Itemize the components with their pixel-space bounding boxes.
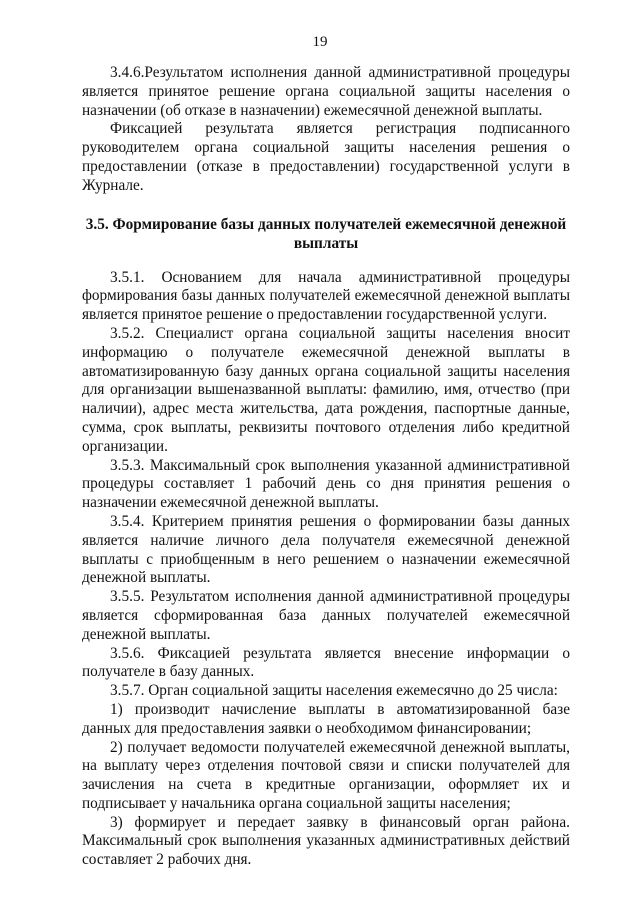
paragraph-3-5-1: 3.5.1. Основанием для начала административной процедуры формирования базы данных получателей ежемесячной денежной выплаты является принятое решение о предоставлении государственной услуги. [82,268,570,324]
section-heading-3-5: 3.5. Формирование базы данных получателей ежемесячной денежной выплаты [85,215,567,252]
document-body [82,64,570,870]
paragraph-3-5-6: 3.5.6. Фиксацией результата является внесение информации о получателе в базу данных. [82,644,570,681]
paragraph-3-5-5: 3.5.5. Результатом исполнения данной административной процедуры является сформированная база данных получателей ежемесячной денежной выплаты. [82,588,570,643]
paragraph-3-5-2: 3.5.2. Специалист органа социальной защиты населения вносит информацию о получателе ежемесячной денежной выплаты в автоматизированную базу данных органа социальной защиты населения для организации вышеназванной выплаты: фамилию, имя, отчество (при наличии), адрес места жительства, дата рождения, паспортные данные, сумма, срок выплаты, реквизиты почтового отделения либо кредитной организации. [82,324,570,455]
paragraph-3-5-3: 3.5.3. Максимальный срок выполнения указанной административной процедуры составляет 1 рабочий день со дня принятия решения о назначении ежемесячной денежной выплаты. [82,456,570,512]
page-number: 19 [312,34,328,50]
list-item-1: 1) производит начисление выплаты в автоматизированной базе данных для предоставления заявки о необходимом финансировании; [82,700,570,737]
list-item-2: 2) получает ведомости получателей ежемесячной денежной выплаты, на выплату через отделения почтовой связи и списки получателей для зачисления на счета в кредитные организации, оформляет их и подписывает у начальника органа социальной защиты населения; [82,738,570,812]
paragraph-3-5-7: 3.5.7. Орган социальной защиты населения ежемесячно до 25 числа: [110,682,558,700]
paragraph-fixation: Фиксацией результата является регистрация подписанного руководителем органа социальной защиты населения решения о предоставлении (отказе в предоставлении) государственной услуги в Журнале. [82,120,570,194]
paragraph-3-5-4: 3.5.4. Критерием принятия решения о формировании базы данных является наличие личного дела получателя ежемесячной денежной выплаты с приобщенным в него решением о назначении ежемесячной денежной выплаты. [82,512,570,587]
list-item-3: 3) формирует и передает заявку в финансовый орган района. Максимальный срок выполнения указанных административных действий составляет 2 рабочих дня. [82,813,570,869]
paragraph-3-4-6: 3.4.6.Результатом исполнения данной административной процедуры является принятое решение органа социальной защиты населения о назначении (об отказе в назначении) ежемесячной денежной выплаты. [82,64,570,119]
